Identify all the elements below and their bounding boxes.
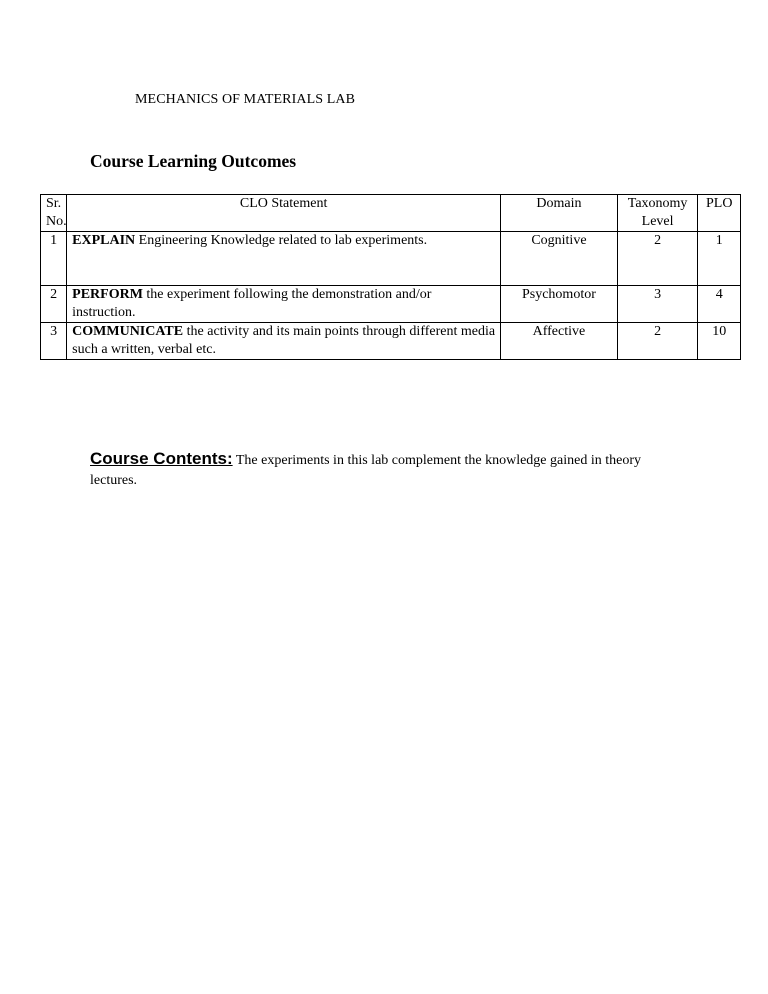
clo-action-verb: EXPLAIN xyxy=(72,233,136,248)
clo-statement-text: the activity and its main points through different media such a written, verbal etc. xyxy=(72,324,496,357)
clo-action-verb: COMMUNICATE xyxy=(72,324,184,339)
row-domain: Affective xyxy=(501,323,618,360)
row-clo-statement xyxy=(67,232,501,286)
header-clo-statement: CLO Statement xyxy=(67,195,501,232)
row-plo: 1 xyxy=(698,232,741,286)
header-sr-line1: Sr. xyxy=(46,196,62,211)
table-header-row xyxy=(41,195,741,232)
table-row xyxy=(41,232,741,286)
row-sr-no: 3 xyxy=(41,323,67,360)
header-plo: PLO xyxy=(698,195,741,232)
course-contents-paragraph xyxy=(90,449,690,491)
row-sr-no: 2 xyxy=(41,286,67,323)
document-header: MECHANICS OF MATERIALS LAB xyxy=(135,92,356,107)
row-taxonomy-level: 2 xyxy=(617,232,698,286)
row-taxonomy-level: 3 xyxy=(617,286,698,323)
row-clo-statement xyxy=(67,286,501,323)
clo-table xyxy=(40,194,741,360)
row-domain: Cognitive xyxy=(501,232,618,286)
row-plo: 10 xyxy=(698,323,741,360)
course-contents-text: The experiments in this lab complement the knowledge gained in theory lectures. xyxy=(90,453,641,488)
row-sr-no: 1 xyxy=(41,232,67,286)
table-row xyxy=(41,323,741,360)
row-taxonomy-level: 2 xyxy=(617,323,698,360)
row-domain: Psychomotor xyxy=(501,286,618,323)
course-contents-title: Course Contents: xyxy=(90,449,233,468)
section-title-clo: Course Learning Outcomes xyxy=(90,151,297,171)
header-taxonomy-line2: Level xyxy=(641,214,674,229)
row-plo: 4 xyxy=(698,286,741,323)
clo-statement-text: the experiment following the demonstration and/or instruction. xyxy=(72,287,432,320)
header-sr-no xyxy=(41,195,67,232)
header-taxonomy-line1: Taxonomy xyxy=(627,196,688,211)
header-domain: Domain xyxy=(501,195,618,232)
header-sr-line2: No. xyxy=(46,214,67,229)
header-taxonomy-level xyxy=(617,195,698,232)
clo-statement-text: Engineering Knowledge related to lab experiments. xyxy=(135,233,428,248)
row-clo-statement xyxy=(67,323,501,360)
clo-action-verb: PERFORM xyxy=(72,287,143,302)
table-row xyxy=(41,286,741,323)
